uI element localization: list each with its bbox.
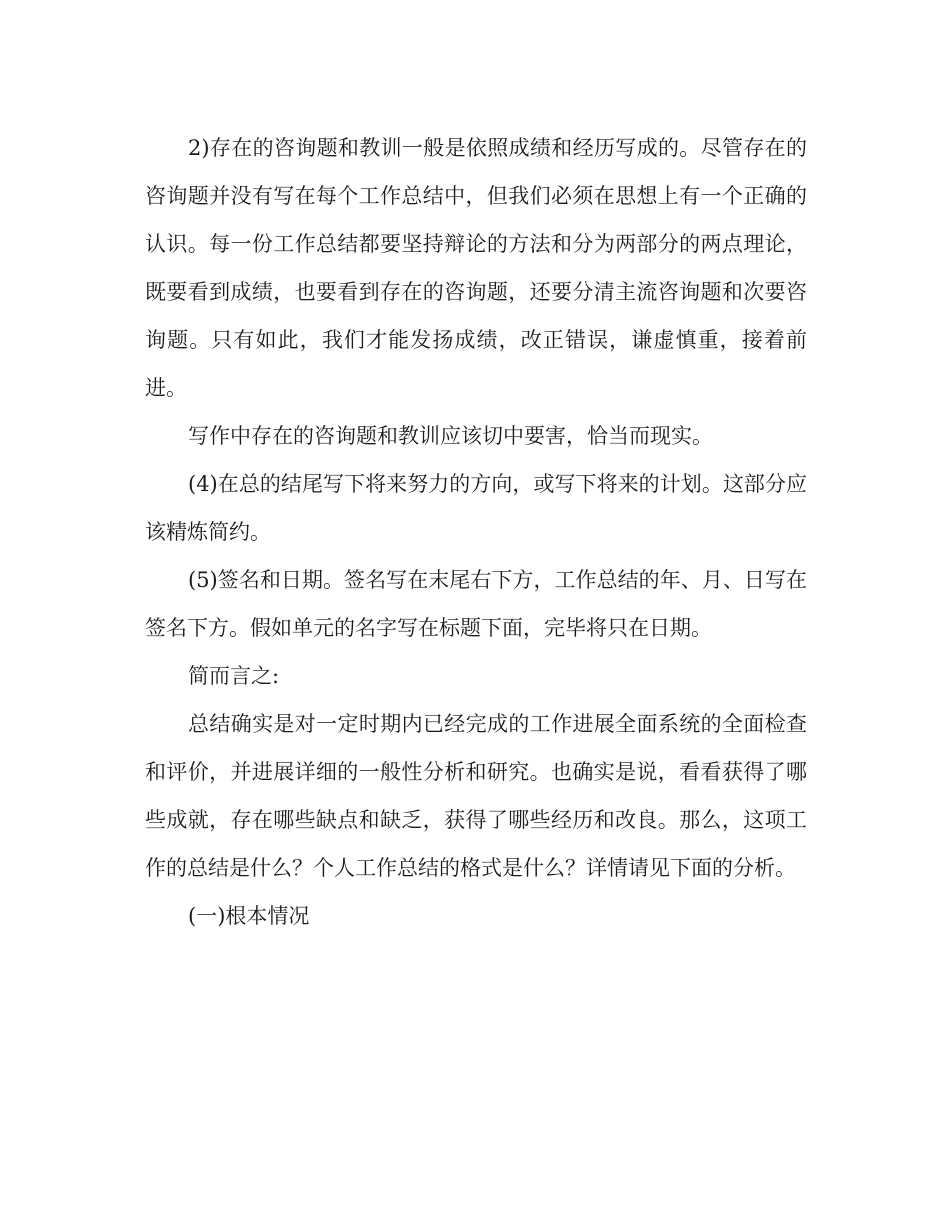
document-body bbox=[145, 124, 807, 940]
paragraph-in-short: 简而言之: bbox=[188, 664, 280, 688]
paragraph-writing-problems: 写作中存在的咨询题和教训应该切中要害，恰当而现实。 bbox=[188, 424, 713, 448]
paragraph-problems-lessons: 2)存在的咨询题和教训一般是依照成绩和经历写成的。尽管存在的咨询题并没有写在每个工作总结中，但我们必须在思想上有一个正确的认识。每一份工作总结都要坚持辩论的方法和分为两部分的两点理论，既要看到成绩，也要看到存在的咨询题，还要分清主流咨询题和次要咨询题。只有如此，我们才能发扬成绩，改正错误，谦虚慎重，接着前进。 bbox=[145, 136, 807, 400]
paragraph-future-direction: (4)在总的结尾写下将来努力的方向，或写下将来的计划。这部分应该精炼简约。 bbox=[145, 472, 807, 544]
section-heading-basic-situation: (一)根本情况 bbox=[188, 904, 310, 928]
paragraph-signature-date: (5)签名和日期。签名写在末尾右下方，工作总结的年、月、日写在签名下方。假如单元的名字写在标题下面，完毕将只在日期。 bbox=[145, 568, 807, 640]
paragraph-summary-definition: 总结确实是对一定时期内已经完成的工作进展全面系统的全面检查和评价，并进展详细的一般性分析和研究。也确实是说，看看获得了哪些成就，存在哪些缺点和缺乏，获得了哪些经历和改良。那么，这项工作的总结是什么？个人工作总结的格式是什么？详情请见下面的分析。 bbox=[145, 712, 807, 880]
